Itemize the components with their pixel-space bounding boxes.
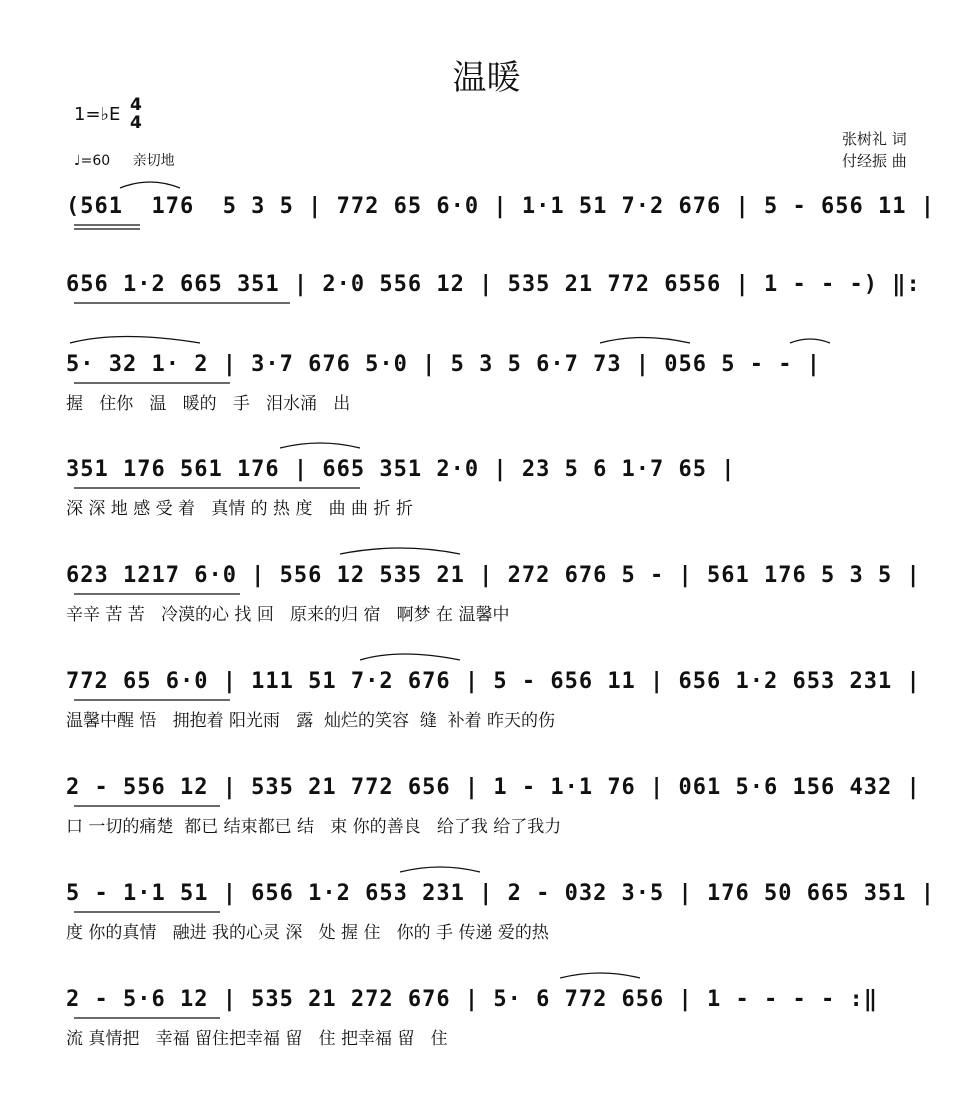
notation-row-5: 623 1217 6·0 | 556 12 535 21 | 272 676 5 - | 561 176 5 3 5 | bbox=[66, 563, 921, 588]
notation-row-3: 5· 32 1· 2 | 3·7 676 5·0 | 5 3 5 6·7 73 | 056 5 - - | bbox=[66, 352, 821, 377]
song-title: 温暖 bbox=[452, 58, 521, 98]
notation-row-7: 2 - 556 12 | 535 21 772 656 | 1 - 1·1 76 | 061 5·6 156 432 | bbox=[66, 775, 921, 800]
key-signature: 1=♭E bbox=[74, 104, 121, 125]
lyrics-row-9: 流 真情把 幸福 留住把幸福 留 住 把幸福 留 住 bbox=[66, 1029, 448, 1049]
lyrics-row-8: 度 你的真情 融进 我的心灵 深 处 握 住 你的 手 传递 爱的热 bbox=[66, 923, 549, 943]
time-signature-top: 4 bbox=[130, 95, 142, 115]
lyricist-credit: 张树礼 词 bbox=[842, 130, 907, 148]
time-signature-bottom: 4 bbox=[130, 113, 142, 133]
tempo-value: ♩=60 bbox=[74, 153, 111, 169]
lyrics-row-6: 温馨中醒 悟 拥抱着 阳光雨 露 灿烂的笑容 缝 补着 昨天的伤 bbox=[66, 711, 556, 731]
lyrics-row-7: 口 一切的痛楚 都已 结束都已 结 束 你的善良 给了我 给了我力 bbox=[66, 817, 562, 837]
notation-row-8: 5 - 1·1 51 | 656 1·2 653 231 | 2 - 032 3·5 | 176 50 665 351 | bbox=[66, 881, 935, 906]
tempo-marking bbox=[74, 150, 175, 170]
lyrics-row-4: 深 深 地 感 受 着 真情 的 热 度 曲 曲 折 折 bbox=[66, 499, 413, 519]
notation-row-4: 351 176 561 176 | 665 351 2·0 | 23 5 6 1·7 65 | bbox=[66, 457, 736, 482]
composer-credit: 付经振 曲 bbox=[842, 152, 907, 170]
time-signature bbox=[130, 96, 142, 132]
notation-row-2: 656 1·2 665 351 | 2·0 556 12 | 535 21 772 6556 | 1 - - -) ‖: bbox=[66, 272, 921, 297]
lyrics-row-5: 辛辛 苦 苦 冷漠的心 找 回 原来的归 宿 啊梦 在 温馨中 bbox=[66, 605, 510, 625]
notation-row-6: 772 65 6·0 | 111 51 7·2 676 | 5 - 656 11 | 656 1·2 653 231 | bbox=[66, 669, 921, 694]
notation-row-9: 2 - 5·6 12 | 535 21 272 676 | 5· 6 772 656 | 1 - - - - :‖ bbox=[66, 987, 878, 1012]
expression-marking: 亲切地 bbox=[132, 153, 175, 169]
lyrics-row-3: 握 住你 温 暖的 手 泪水涌 出 bbox=[66, 394, 351, 414]
notation-row-1: (561 176 5 3 5 | 772 65 6·0 | 1·1 51 7·2 676 | 5 - 656 11 | bbox=[66, 194, 935, 219]
